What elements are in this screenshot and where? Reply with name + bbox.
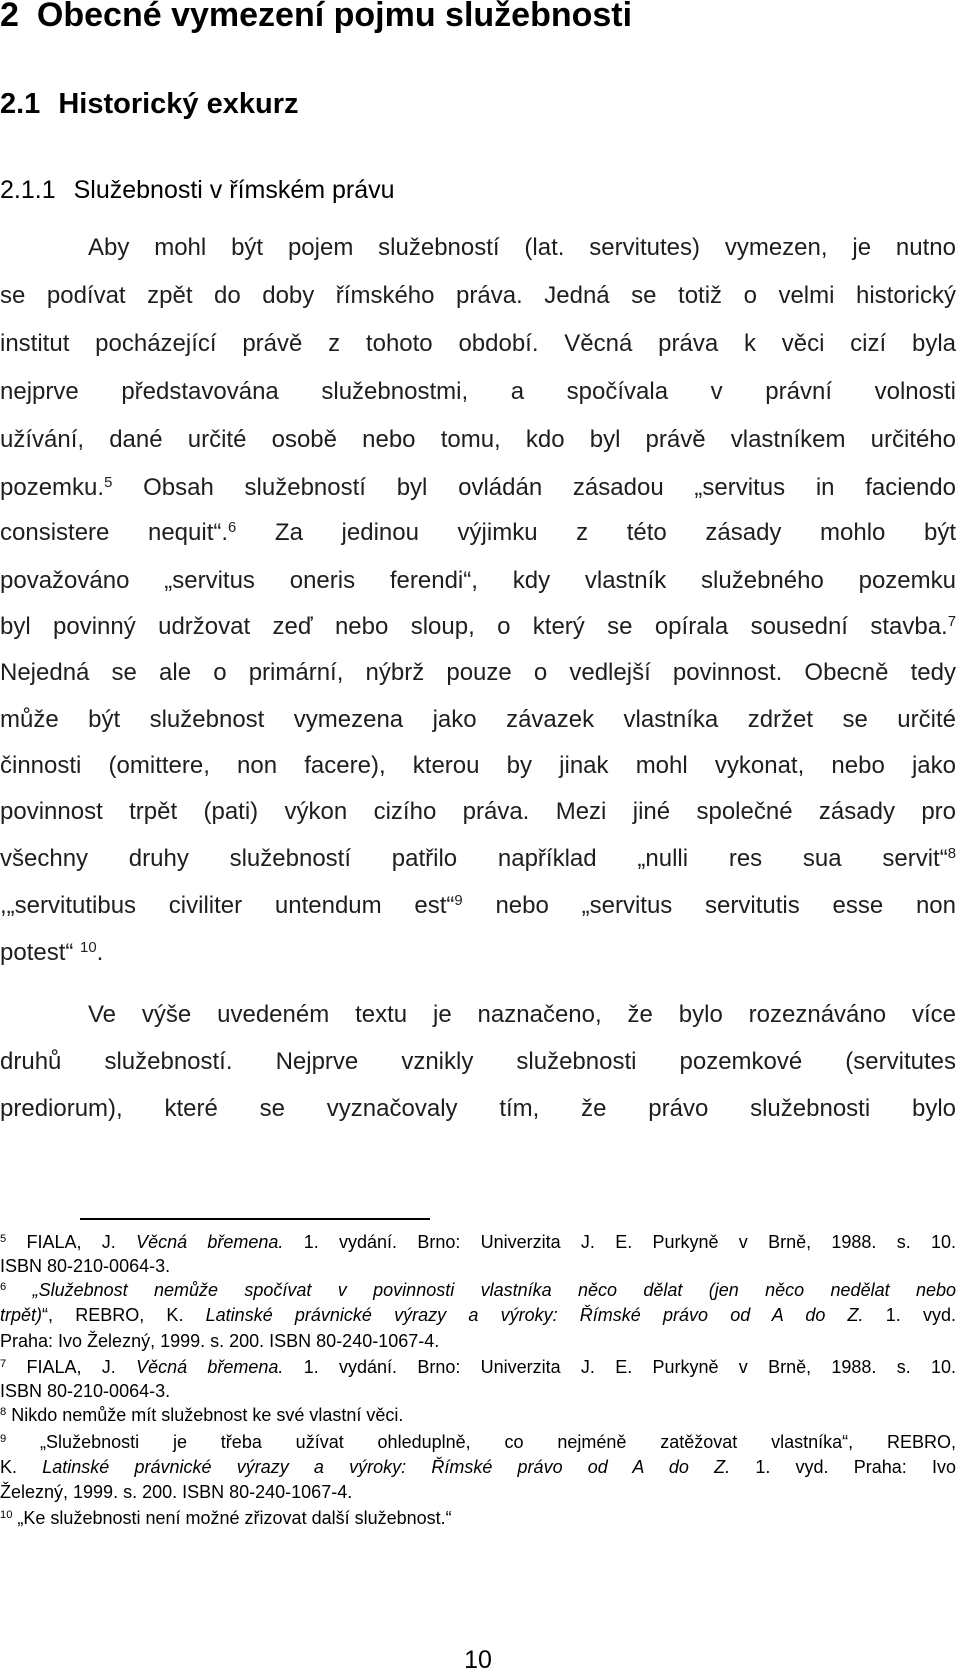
quote: trpět) [0,1305,43,1325]
text-run: 1. vydání. Brno: Univerzita J. E. Purkyně v Brně, 1988. s. 10. [283,1357,956,1377]
footnote-5 [0,1232,956,1253]
text-run: „Ke služebnosti není možné zřizovat další služebnost.“ [12,1508,452,1528]
footnote-number: 8 [0,1405,7,1418]
body-line: prediorum), které se vyznačovaly tím, že právo služebnosti bylo [0,1095,956,1122]
text-run: 1. vyd. Praha: Ivo [730,1457,956,1477]
footnote-number: 10 [0,1508,13,1521]
subsection-title: Služebnosti v římském právu [73,176,395,204]
text-run: FIALA, J. [6,1232,137,1252]
footnote-number: 7 [0,1357,7,1370]
body-line: nejprve představována služebnostmi, a spočívala v právní volnosti [0,378,956,405]
text-run: potest“ [0,939,81,966]
footnote-line: Praha: Ivo Železný, 1999. s. 200. ISBN 80-240-1067-4. [0,1331,440,1351]
body-line: povinnost trpět (pati) výkon cizího práva. Mezi jiné společné zásady pro [0,798,956,825]
text-run: nebo „servitus servitutis esse non [462,892,956,919]
text-run: “, REBRO, K. [42,1305,206,1325]
footnote-ref-6[interactable]: 6 [228,519,237,536]
body-line [0,612,956,642]
book-title: Věcná břemena. [136,1357,284,1377]
footnote-number: 5 [0,1232,7,1245]
text-run: 1. vydání. Brno: Univerzita J. E. Purkyně v Brně, 1988. s. 10. [283,1232,956,1252]
text-run: ,„servitutibus civiliter untendum est“ [0,892,455,919]
footnote-ref-10[interactable]: 10 [80,939,97,956]
text-run: Nikdo nemůže mít služebnost ke své vlastní věci. [6,1405,404,1425]
chapter-title: Obecné vymezení pojmu služebnosti [36,0,633,34]
chapter-heading [0,0,632,35]
book-title: Latinské právnické výrazy a výroky: Římské právo od A do Z. [205,1305,864,1325]
footnote-number: 9 [0,1432,7,1445]
book-title: Latinské právnické výrazy a výroky: Římské právo od A do Z. [42,1457,731,1477]
text-run: „Služebnosti je třeba užívat ohleduplně, co nejméně zatěžovat vlastníka“, REBRO, [6,1432,956,1452]
text-run: Za jedinou výjimku z této zásady mohlo být [236,519,957,546]
footnote-line [0,1457,956,1478]
book-title: Věcná břemena. [136,1232,284,1252]
body-line: institut pocházející právě z tohoto období. Věcná práva k věci cizí byla [0,330,956,357]
section-title: Historický exkurz [58,88,299,120]
footnote-7 [0,1357,956,1378]
footnote-line: Železný, 1999. s. 200. ISBN 80-240-1067-4. [0,1482,353,1502]
body-line: Aby mohl být pojem služebností (lat. servitutes) vymezen, je nutno [88,234,956,261]
text-run: všechny druhy služebností patřilo například „nulli res sua servit“ [0,845,948,872]
footnote-8 [0,1405,956,1426]
footnote-9 [0,1432,956,1453]
page-number: 10 [464,1646,492,1674]
body-line: považováno „servitus oneris ferendi“, kdy vlastník služebného pozemku [0,567,956,594]
body-line: druhů služebností. Nejprve vznikly služebnosti pozemkové (servitutes [0,1048,956,1075]
footnote-10 [0,1508,956,1529]
body-line [0,473,956,503]
subsection-heading [0,176,395,205]
footnote-ref-8[interactable]: 8 [947,845,956,862]
section-number: 2.1 [0,88,41,120]
body-line [0,938,956,968]
text-run: . [96,939,104,966]
body-line [0,518,956,548]
footnote-number: 6 [0,1280,7,1293]
text-run: K. [0,1457,43,1477]
footnote-line: ISBN 80-210-0064-3. [0,1381,171,1401]
body-line: činnosti (omittere, non facere), kterou by jinak mohl vykonat, nebo jako [0,752,956,779]
footnote-separator [80,1218,430,1220]
body-line: Ve výše uvedeném textu je naznačeno, že bylo rozeznáváno více [88,1001,956,1028]
footnote-ref-9[interactable]: 9 [454,892,463,909]
text-run: Obsah služebností byl ovládán zásadou „servitus in faciendo [112,474,956,501]
body-line: Nejedná se ale o primární, nýbrž pouze o vedlejší povinnost. Obecně tedy [0,659,956,686]
footnote-ref-5[interactable]: 5 [104,474,113,491]
text-run: pozemku. [0,474,105,501]
body-line [0,891,956,921]
subsection-number: 2.1.1 [0,176,56,204]
footnote-6 [0,1280,956,1301]
section-heading [0,88,299,121]
body-line: může být služebnost vymezena jako závazek vlastníka zdržet se určité [0,706,956,733]
text-run: FIALA, J. [6,1357,137,1377]
body-line: se podívat zpět do doby římského práva. Jedná se totiž o velmi historický [0,282,956,309]
body-line: užívání, dané určité osobě nebo tomu, kdo byl právě vlastníkem určitého [0,426,956,453]
quote: „Služebnost nemůže spočívat v povinnosti vlastníka něco dělat (jen něco nedělat nebo [6,1280,956,1300]
footnote-line [0,1305,956,1326]
footnote-ref-7[interactable]: 7 [947,613,956,630]
text-run: byl povinný udržovat zeď nebo sloup, o který se opírala sousední stavba. [0,613,948,640]
chapter-number: 2 [0,0,19,34]
body-line [0,844,956,874]
footnote-line: ISBN 80-210-0064-3. [0,1256,171,1276]
text-run: consistere nequit“. [0,519,229,546]
text-run: 1. vyd. [863,1305,956,1325]
